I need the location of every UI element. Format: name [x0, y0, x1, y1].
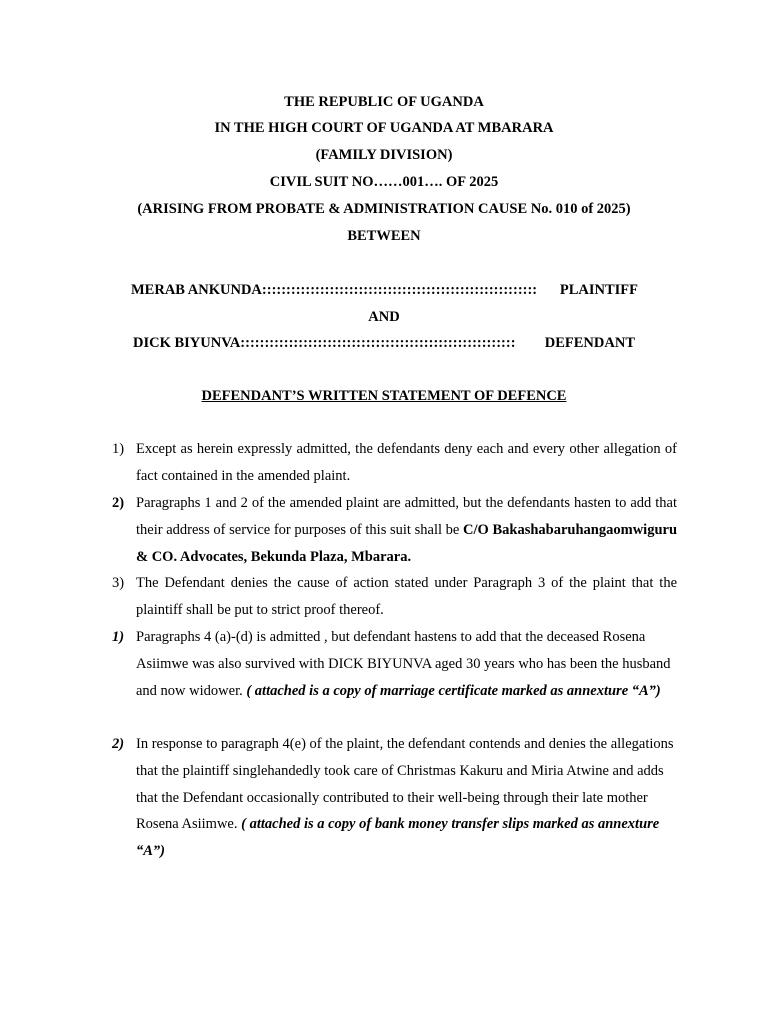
document-title	[0, 386, 768, 406]
paragraph-number: 1)	[112, 441, 125, 457]
paragraph-number: 3)	[112, 575, 125, 591]
defendant-name-colons	[133, 333, 516, 353]
heading-division: (FAMILY DIVISION)	[315, 147, 453, 163]
paragraph-body: Paragraphs 4 (a)-(d) is admitted , but defendant hastens to add that the deceased Rosena Asiimwe was also survived with DICK BIYUNVA aged 30 years who has been the husband and now widower.	[136, 629, 671, 699]
annexture-note: ( attached is a copy of marriage certificate marked as annexture “A”)	[246, 682, 661, 699]
plaintiff-name-colons	[131, 280, 537, 300]
paragraph-text	[136, 490, 677, 570]
paragraph-body: Except as herein expressly admitted, the defendants deny each and every other allegation of fact contained in the amended plaint.	[136, 441, 677, 484]
heading-republic: THE REPUBLIC OF UGANDA	[284, 94, 484, 110]
address-of-service: C/O Bakashabaruhangaomwiguru & CO. Advocates, Bekunda Plaza, Mbarara.	[136, 521, 678, 565]
paragraph-text	[136, 731, 677, 865]
defendant-colons: :::::::::::::::::::::::::::::::::::::::::::::::::::::::::	[240, 335, 516, 351]
heading-arising-from: (ARISING FROM PROBATE & ADMINISTRATION CAUSE No. 010 of 2025)	[137, 201, 631, 217]
paragraph-body: The Defendant denies the cause of action stated under Paragraph 3 of the plaint that the plaintiff shall be put to strict proof thereof.	[136, 575, 677, 618]
defendant-name: DICK BIYUNVA	[133, 335, 241, 351]
plaintiff-name: MERAB ANKUNDA	[131, 282, 262, 298]
paragraph-text	[136, 436, 677, 490]
defendant-role: DEFENDANT	[544, 335, 635, 351]
paragraph-text	[136, 570, 677, 624]
annexture-note: ( attached is a copy of bank money transfer slips marked as annexture “A”)	[136, 816, 660, 860]
paragraph-number: 2)	[112, 495, 125, 511]
plaintiff-colons: :::::::::::::::::::::::::::::::::::::::::::::::::::::::::	[261, 282, 538, 298]
paragraph-number: 1)	[112, 629, 125, 645]
heading-court: IN THE HIGH COURT OF UGANDA AT MBARARA	[214, 120, 554, 136]
plaintiff-role: PLAINTIFF	[559, 282, 638, 298]
paragraph-body: In response to paragraph 4(e) of the plaint, the defendant contends and denies the allegations that the plaintiff singlehandedly took care of Christmas Kakuru and Miria Atwine and adds that the Defendant occasionally contributed to their well-being through their late mother Rosena Asiimwe.	[136, 736, 674, 833]
heading-between: BETWEEN	[347, 228, 421, 244]
paragraph-body: Paragraphs 1 and 2 of the amended plaint are admitted, but the defendants hasten to add that their address of service for purposes of this suit shall be	[136, 495, 677, 538]
heading-suit-number: CIVIL SUIT NO……001…. OF 2025	[269, 174, 499, 190]
paragraph-number: 2)	[112, 736, 125, 752]
document-title-text: DEFENDANT’S WRITTEN STATEMENT OF DEFENCE	[201, 388, 567, 404]
paragraph-text	[136, 624, 677, 704]
party-and: AND	[368, 309, 400, 325]
